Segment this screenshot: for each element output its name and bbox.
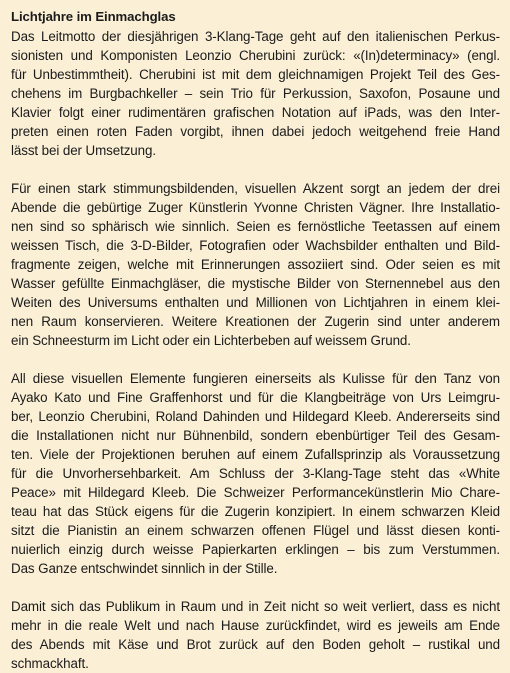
paragraph bbox=[11, 369, 500, 578]
paragraph-line: des Abends mit Käse und Brot zurück auf den Boden geholt – rustikal und bbox=[11, 637, 500, 652]
article-title: Lichtjahre im Einmachglas bbox=[11, 9, 176, 24]
paragraph-line: Für einen stark stimmungsbildenden, visuellen Akzent sorgt an jedem der drei bbox=[11, 181, 500, 196]
paragraph-line: ten. Viele der Projektionen beruhen auf einem Zufallsprinzip als Voraussetzung bbox=[11, 447, 500, 462]
article-body bbox=[11, 27, 500, 673]
paragraph bbox=[11, 597, 500, 673]
paragraph-line: Abende die gebürtige Zuger Künstlerin Yvonne Christen Vägner. Ihre Installatio- bbox=[11, 200, 500, 215]
paragraph-line: Das Leitmotto der diesjährigen 3-Klang-Tage geht auf den italienischen Perkus- bbox=[11, 29, 500, 44]
paragraph-line: Wasser gefüllte Einmachgläser, die mystische Bilder von Sternennebel aus den bbox=[11, 276, 500, 291]
paragraph-line: sitzt die Pianistin an einem schwarzen offenen Flügel und lässt diesen konti- bbox=[11, 523, 500, 538]
paragraph-line: teau hat das Stück eigens für die Zugerin konzipiert. In einem schwarzen Kleid bbox=[11, 504, 500, 519]
paragraph-line: fragmente zeigen, welche mit Erinnerungen assoziiert sind. Oder seien es mit bbox=[11, 257, 500, 272]
paragraph-line: sionisten und Komponisten Leonzio Cherubini zurück: «(In)determinacy» (engl. bbox=[11, 48, 500, 63]
paragraph-line: ber, Leonzio Cherubini, Roland Dahinden und Hildegard Kleeb. Andererseits sind bbox=[11, 409, 500, 424]
paragraph-line: mehr in die reale Welt und nach Hause zurückfindet, wird es jeweils am Ende bbox=[11, 618, 500, 633]
paragraph-line: nuierlich einzig durch weisse Papierkarten erklingen – bis zum Verstummen. bbox=[11, 542, 500, 557]
paragraph-line: Das Ganze entschwindet sinnlich in der Stille. bbox=[11, 561, 278, 576]
paragraph-line: Peace» mit Hildegard Kleeb. Die Schweizer Performancekünstlerin Mio Chare- bbox=[11, 485, 500, 500]
paragraph-line: weissen Tisch, die 3-D-Bilder, Fotografien oder Wachsbilder enthalten und Bild- bbox=[11, 238, 500, 253]
paragraph-line: für Unbestimmtheit). Cherubini ist mit dem gleichnamigen Projekt Teil des Ges- bbox=[11, 67, 500, 82]
paragraph-line: chehens im Burgbachkeller – sein Trio für Perkussion, Saxofon, Posaune und bbox=[11, 86, 500, 101]
paragraph-line: die Installationen nicht nur Bühnenbild, sondern ebenbürtiger Teil des Gesam- bbox=[11, 428, 500, 443]
paragraph-line: Klavier folgt einer rudimentären grafischen Notation auf iPads, was den Inter- bbox=[11, 105, 500, 120]
paragraph bbox=[11, 179, 500, 350]
paragraph-line: lässt bei der Umsetzung. bbox=[11, 143, 156, 158]
paragraph-line: ein Schneesturm im Licht oder ein Lichterbeben auf weissem Grund. bbox=[11, 333, 411, 348]
paragraph-line: Weiten des Universums enthalten und Millionen von Lichtjahren in einem klei- bbox=[11, 295, 500, 310]
paragraph-line: für die Unvorhersehbarkeit. Am Schluss der 3-Klang-Tage steht das «White bbox=[11, 466, 500, 481]
paragraph-line: schmackhaft. bbox=[11, 656, 89, 671]
paragraph-line: Ayako Kato und Fine Graffenhorst und für die Klangbeiträge von Urs Leimgru- bbox=[11, 390, 500, 405]
paragraph-line: All diese visuellen Elemente fungieren einerseits als Kulisse für den Tanz von bbox=[11, 371, 500, 386]
paragraph-line: nen sind so sphärisch wie sinnlich. Seien es fernöstliche Teetassen auf einem bbox=[11, 219, 500, 234]
paragraph-line: Damit sich das Publikum in Raum und in Zeit nicht so weit verliert, dass es nicht bbox=[11, 599, 500, 614]
paragraph-line: nen Raum konservieren. Weitere Kreationen der Zugerin sind unter anderem bbox=[11, 314, 500, 329]
paragraph-line: preten einen roten Faden vorgibt, ihnen dabei jedoch weitgehend freie Hand bbox=[11, 124, 500, 139]
paragraph bbox=[11, 27, 500, 160]
